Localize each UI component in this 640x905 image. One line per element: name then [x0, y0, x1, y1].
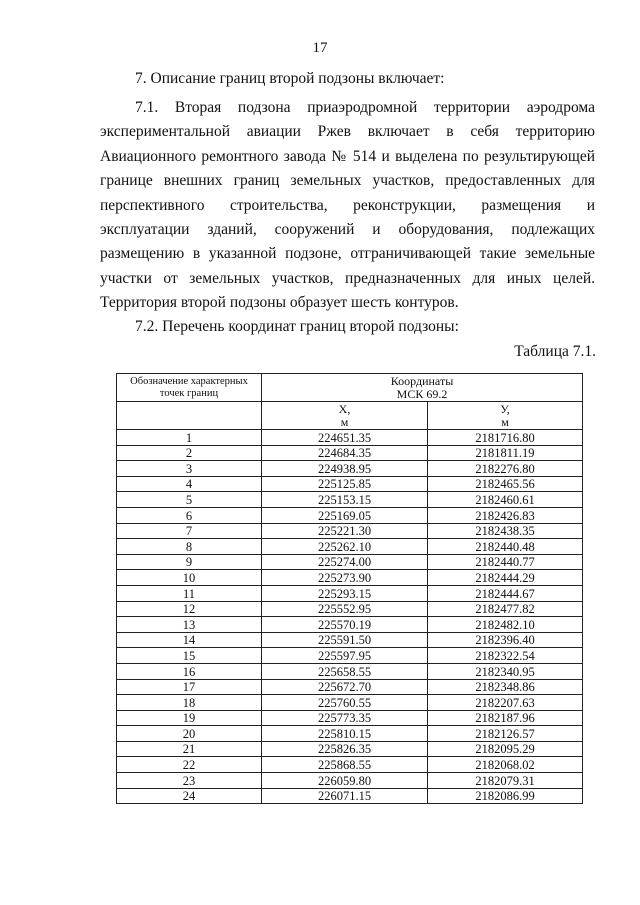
table-row [117, 663, 583, 679]
y-coordinate-cell: 2182438.35 [428, 523, 583, 539]
point-number-cell: 8 [117, 539, 262, 555]
point-number-cell: 15 [117, 648, 262, 664]
y-coordinate-cell: 2182477.82 [428, 601, 583, 617]
coordinates-table [116, 373, 583, 804]
table-row [117, 585, 583, 601]
table-row [117, 445, 583, 461]
table-row [117, 539, 583, 555]
point-number-cell: 18 [117, 695, 262, 711]
y-coordinate-cell: 2182322.54 [428, 648, 583, 664]
coordinates-title: Координаты [390, 373, 454, 388]
point-designation-header: Обозначение характерных точек границ [117, 374, 262, 402]
x-coordinate-cell: 225760.55 [262, 695, 428, 711]
table-row [117, 461, 583, 477]
point-number-cell: 16 [117, 663, 262, 679]
y-coordinate-cell: 2181811.19 [428, 445, 583, 461]
x-coordinate-cell: 226071.15 [262, 788, 428, 804]
y-coordinate-cell: 2182460.61 [428, 492, 583, 508]
point-number-cell: 3 [117, 461, 262, 477]
y-coordinate-cell: 2182440.48 [428, 539, 583, 555]
point-number-cell: 6 [117, 507, 262, 523]
point-number-cell: 13 [117, 617, 262, 633]
table-row [117, 679, 583, 695]
x-coordinate-cell: 225810.15 [262, 726, 428, 742]
y-coordinate-cell: 2182068.02 [428, 757, 583, 773]
table-row [117, 601, 583, 617]
point-number-cell: 24 [117, 788, 262, 804]
x-coordinate-cell: 225552.95 [262, 601, 428, 617]
table-row [117, 648, 583, 664]
point-number-cell: 4 [117, 476, 262, 492]
point-number-cell: 2 [117, 445, 262, 461]
y-coordinate-cell: 2182444.29 [428, 570, 583, 586]
x-coordinate-cell: 225153.15 [262, 492, 428, 508]
section-paragraph: 7.1. Вторая подзона приаэродромной территории аэродрома экспериментальной авиации Ржев включает в себя территорию Авиационного ремонтного завода № 514 и выделена по результирующей границе внешних границ земельных участков, предоставленных для перспективного строительства, реконструкции, размещения и эксплуатации зданий, сооружений и оборудования, подлежащих размещению в указанной подзоне, отграничивающей такие земельные участки от земельных участков, предназначенных для иных целей. Территория второй подзоны образует шесть контуров. [100, 99, 595, 312]
x-coordinate-cell: 225597.95 [262, 648, 428, 664]
x-coordinate-cell: 225274.00 [262, 554, 428, 570]
y-coordinate-cell: 2182340.95 [428, 663, 583, 679]
y-coordinate-cell: 2182426.83 [428, 507, 583, 523]
table-row [117, 430, 583, 446]
y-unit-label: м [501, 414, 509, 429]
y-header-label: У, [500, 401, 510, 416]
x-coordinate-cell: 225273.90 [262, 570, 428, 586]
section-heading: 7. Описание границ второй подзоны включает: [135, 70, 445, 87]
point-number-cell: 23 [117, 773, 262, 789]
point-number-cell: 11 [117, 585, 262, 601]
table-row [117, 741, 583, 757]
x-coordinate-cell: 225221.30 [262, 523, 428, 539]
table-row [117, 695, 583, 711]
x-coordinate-cell: 225293.15 [262, 585, 428, 601]
coordinates-header [262, 374, 583, 402]
table-row [117, 773, 583, 789]
y-coordinate-cell: 2181716.80 [428, 430, 583, 446]
coordinates-table-body [117, 430, 583, 804]
x-unit-label: м [340, 414, 349, 429]
y-coordinate-cell: 2182079.31 [428, 773, 583, 789]
x-coordinate-cell: 225591.50 [262, 632, 428, 648]
y-coordinate-cell: 2182440.77 [428, 554, 583, 570]
y-coordinate-cell: 2182187.96 [428, 710, 583, 726]
table-row [117, 492, 583, 508]
table-row [117, 710, 583, 726]
y-coordinate-cell: 2182276.80 [428, 461, 583, 477]
y-column-header [428, 402, 583, 430]
coordinate-system-label: МСК 69.2 [396, 386, 448, 401]
table-caption: Таблица 7.1. [514, 343, 596, 360]
coordinates-subheading: 7.2. Перечень координат границ второй подзоны: [135, 318, 459, 335]
x-coordinate-cell: 225570.19 [262, 617, 428, 633]
y-coordinate-cell: 2182348.86 [428, 679, 583, 695]
y-coordinate-cell: 2182126.57 [428, 726, 583, 742]
table-row [117, 523, 583, 539]
x-coordinate-cell: 224938.95 [262, 461, 428, 477]
x-coordinate-cell: 224684.35 [262, 445, 428, 461]
x-coordinate-cell: 225868.55 [262, 757, 428, 773]
point-number-cell: 12 [117, 601, 262, 617]
point-number-cell: 9 [117, 554, 262, 570]
point-number-cell: 22 [117, 757, 262, 773]
x-coordinate-cell: 225826.35 [262, 741, 428, 757]
point-number-cell: 19 [117, 710, 262, 726]
table-row [117, 632, 583, 648]
x-coordinate-cell: 225262.10 [262, 539, 428, 555]
point-number-cell: 17 [117, 679, 262, 695]
point-number-cell: 20 [117, 726, 262, 742]
point-number-cell: 10 [117, 570, 262, 586]
table-row [117, 788, 583, 804]
y-coordinate-cell: 2182396.40 [428, 632, 583, 648]
x-coordinate-cell: 225773.35 [262, 710, 428, 726]
table-row [117, 726, 583, 742]
point-number-cell: 5 [117, 492, 262, 508]
table-row [117, 617, 583, 633]
x-column-header [262, 402, 428, 430]
x-coordinate-cell: 224651.35 [262, 430, 428, 446]
point-number-cell: 1 [117, 430, 262, 446]
y-coordinate-cell: 2182207.63 [428, 695, 583, 711]
x-coordinate-cell: 225672.70 [262, 679, 428, 695]
x-header-label: X, [338, 401, 351, 416]
y-coordinate-cell: 2182482.10 [428, 617, 583, 633]
y-coordinate-cell: 2182465.56 [428, 476, 583, 492]
table-row [117, 507, 583, 523]
table-row [117, 570, 583, 586]
x-coordinate-cell: 225658.55 [262, 663, 428, 679]
y-coordinate-cell: 2182444.67 [428, 585, 583, 601]
y-coordinate-cell: 2182086.99 [428, 788, 583, 804]
table-row [117, 476, 583, 492]
y-coordinate-cell: 2182095.29 [428, 741, 583, 757]
x-coordinate-cell: 225169.05 [262, 507, 428, 523]
x-coordinate-cell: 226059.80 [262, 773, 428, 789]
empty-header-cell [117, 402, 262, 430]
x-coordinate-cell: 225125.85 [262, 476, 428, 492]
point-number-cell: 14 [117, 632, 262, 648]
point-number-cell: 21 [117, 741, 262, 757]
point-number-cell: 7 [117, 523, 262, 539]
page-number: 17 [312, 40, 328, 56]
table-row [117, 554, 583, 570]
table-row [117, 757, 583, 773]
